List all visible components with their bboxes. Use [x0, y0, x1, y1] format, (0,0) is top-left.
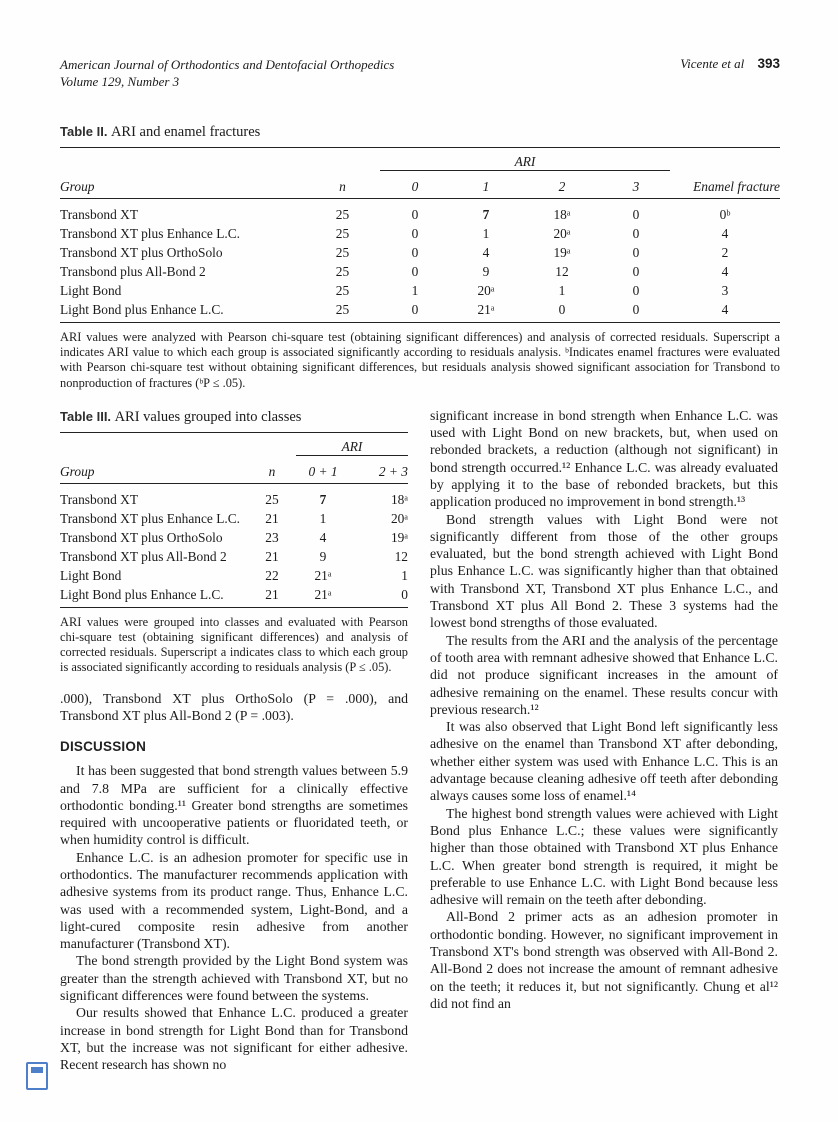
table-cell: 21 [265, 586, 279, 602]
table-2-caption: ARI and enamel fractures [110, 124, 261, 140]
table-cell: Light Bond plus Enhance L.C. [60, 586, 224, 602]
column-header: Group [60, 455, 248, 483]
table-cell: 21 [265, 510, 279, 526]
table-cell: 22 [265, 567, 279, 583]
column-header: n [305, 171, 380, 199]
table-cell: 25 [335, 226, 350, 241]
table-cell: 25 [335, 245, 350, 260]
table-3-label: Table III. [60, 408, 112, 424]
column-header: 2 [522, 171, 602, 199]
table-row [60, 299, 780, 323]
table-row [60, 242, 780, 261]
table-cell: 4 [482, 245, 490, 260]
authors-citation: Vicente et al [680, 56, 745, 71]
table-row [60, 483, 408, 508]
two-column-body [60, 407, 780, 1074]
column-header: 2 + 3 [350, 455, 408, 483]
table-cell: 4 [319, 529, 327, 545]
table-cell: 7 [482, 207, 490, 222]
table-cell: Transbond XT [60, 491, 138, 507]
table-cell: Transbond XT plus OrthoSolo [60, 529, 223, 545]
table-cell: 21ᵃ [314, 567, 332, 583]
table-cell: 0 [632, 283, 640, 298]
paragraph-continuation: .000), Transbond XT plus OrthoSolo (P = .000), and Transbond XT plus All-Bond 2 (P = .003). [60, 690, 408, 723]
paragraph-continuation: significant increase in bond strength when Enhance L.C. was used with Light Bond on new brackets, but, when used on rebonded brackets, a reduction (although not significant) in bond strength occurred.¹² Enhance L.C. was already evaluated by applying it to the base of rebonded brackets, but this application produced no improvement in bond strength.¹³ [430, 407, 778, 510]
table-cell: 0 [558, 302, 566, 317]
table-cell: 25 [265, 491, 279, 507]
table-2-footnote: ARI values were analyzed with Pearson chi-square test (obtaining significant differences) and analysis of corrected residuals. Superscript a indicates ARI value to which each group is associated significantly according to residuals analysis. ᵇIndicates enamel fractures were evaluated with Pearson chi-square test without obtaining significant differences, but residuals analysis showed significant association for Transbond to nonproduction of fractures (ᵇP ≤ .05). [60, 330, 780, 390]
table-cell: 1 [319, 510, 327, 526]
table-2-label: Table II. [60, 124, 108, 139]
table-cell: 0 [632, 245, 640, 260]
column-header: 1 [450, 171, 522, 199]
table-3-footnote: ARI values were grouped into classes and evaluated with Pearson chi-square test (obtaining significant differences) and analysis of corrected residuals. Superscript a indicates class to which each group is associated significantly according to residuals analysis (P ≤ .05). [60, 614, 408, 675]
table-cell: 0 [401, 586, 408, 602]
column-header: Group [60, 171, 305, 199]
paragraph: All-Bond 2 primer acts as an adhesion promoter in orthodontic bonding. However, no significant improvement in Transbond XT's bond strength was observed with All-Bond 2. All-Bond 2 does not increase the amount of remnant adhesive on the teeth; it reduces it, but not significantly. Chung et al¹² did not find an [430, 909, 778, 1011]
table-cell: 0 [632, 302, 640, 317]
paragraph: Bond strength values with Light Bond were not significantly different from those of the other groups evaluated, but the bond strength achieved with Light Bond plus Enhance L.C. was significantly higher than that obtained with Transbond XT, Transbond XT plus Enhance L.C., and Transbond XT plus All Bond 2. These 3 systems had the lowest bond strengths of those evaluated. [430, 511, 778, 631]
table-row [60, 584, 408, 608]
table-row [60, 280, 780, 299]
table-cell: 25 [335, 207, 350, 222]
table-cell: Transbond XT plus OrthoSolo [60, 245, 223, 260]
table-cell: 18ᵃ [390, 491, 408, 507]
table-cell: 4 [721, 302, 729, 317]
table-2-title [60, 124, 780, 141]
table-row [60, 527, 408, 546]
table-cell: 0 [411, 226, 419, 241]
table-cell: Transbond XT plus Enhance L.C. [60, 510, 241, 526]
table-row [60, 199, 780, 224]
table-cell: 20ᵃ [390, 510, 408, 526]
table-3-section [60, 409, 408, 676]
paragraph: The bond strength provided by the Light Bond system was greater than the strength achieved with Transbond XT, but no significant differences were found between the systems. [60, 953, 408, 1004]
table-cell: 7 [319, 491, 327, 507]
table-cell: 1 [411, 283, 419, 298]
ari-classes-table [60, 432, 408, 608]
ari-enamel-fractures-table [60, 147, 780, 323]
table-3-title [60, 409, 408, 426]
table-cell: 0 [632, 226, 640, 241]
left-column [60, 407, 408, 1074]
table-row [60, 223, 780, 242]
table-cell: Transbond plus All-Bond 2 [60, 264, 206, 279]
table-row [60, 565, 408, 584]
table-cell: 20ᵃ [477, 283, 495, 298]
running-head [60, 56, 780, 90]
right-column [430, 407, 778, 1074]
column-header: n [248, 455, 296, 483]
table-cell: 3 [721, 283, 729, 298]
table-cell: 0 [632, 207, 640, 222]
page-number: 393 [757, 56, 780, 71]
table-cell: 12 [394, 548, 408, 564]
table-cell: 21 [265, 548, 279, 564]
table-cell: 21ᵃ [314, 586, 332, 602]
table-cell: 25 [335, 264, 350, 279]
table-cell: 20ᵃ [553, 226, 571, 241]
journal-identifier [60, 56, 394, 90]
table-cell: 25 [335, 302, 350, 317]
table-cell: Light Bond [60, 283, 122, 298]
table-cell: 0 [411, 302, 419, 317]
table-cell: 18ᵃ [553, 207, 571, 222]
paragraph: Enhance L.C. is an adhesion promoter for specific use in orthodontics. The manufacturer recommends application with adhesive systems from its product range. Thus, Enhance L.C. was used with a recommended system, Light-Bond, and a light-cured composite resin adhesive from another manufacturer (Transbond XT). [60, 849, 408, 952]
table-cell: 1 [482, 226, 490, 241]
table-cell: Light Bond [60, 567, 122, 583]
discussion-heading: DISCUSSION [60, 739, 147, 755]
ari-spanner-label: ARI [380, 148, 670, 171]
table-cell: 25 [335, 283, 350, 298]
journal-title: American Journal of Orthodontics and Dentofacial Orthopedics [60, 57, 395, 72]
paragraph: The highest bond strength values were achieved with Light Bond plus Enhance L.C.; these values were significantly higher than those obtained with Transbond XT plus Enhance L.C. When greater bond strength is required, it might be preferable to use Enhance L.C. with Light Bond because less adhesive will remain on the teeth after debonding. [430, 805, 778, 908]
journal-issue: Volume 129, Number 3 [60, 74, 180, 89]
table-3-caption: ARI values grouped into classes [114, 408, 302, 425]
table-cell: 2 [721, 245, 729, 260]
running-head-right [680, 56, 780, 72]
table-row [60, 546, 408, 565]
table-row [60, 508, 408, 527]
column-header: 0 [380, 171, 450, 199]
table-cell: 4 [721, 226, 729, 241]
table-cell: 1 [558, 283, 566, 298]
column-header: Enamel fracture [670, 171, 780, 199]
table-cell: Transbond XT plus All-Bond 2 [60, 548, 227, 564]
table-2-section [60, 124, 780, 391]
table-cell: 12 [555, 264, 569, 279]
table-cell: Transbond XT [60, 207, 138, 222]
table-cell: 0 [411, 207, 419, 222]
table-cell: 9 [482, 264, 490, 279]
column-header: 3 [602, 171, 670, 199]
paragraph: The results from the ARI and the analysis of the percentage of tooth area with remnant adhesive showed that Enhance L.C. did not produce significant increases in the amount of adhesive remaining on the enamel. These results concur with previous research.¹² [430, 632, 778, 717]
table-cell: 0 [411, 245, 419, 260]
table-cell: Light Bond plus Enhance L.C. [60, 302, 224, 317]
table-cell: 4 [721, 264, 729, 279]
table-cell: 9 [319, 548, 327, 564]
paragraph: It was also observed that Light Bond left significantly less adhesive on the enamel than Transbond XT after debonding, whether either system was used with Enhance L.C. This is an advantage because cleaning adhesive off teeth after debonding always causes some loss of enamel.¹⁴ [430, 719, 778, 804]
table-cell: 21ᵃ [477, 302, 495, 317]
table-cell: 1 [401, 567, 408, 583]
table-cell: 19ᵃ [553, 245, 571, 260]
table-cell: 23 [265, 529, 279, 545]
table-cell: Transbond XT plus Enhance L.C. [60, 226, 241, 241]
blue-corner-mark [26, 1062, 48, 1090]
paragraph: It has been suggested that bond strength values between 5.9 and 7.8 MPa are sufficient for a clinically effective orthodontic bonding.¹¹ Greater bond strengths are sometimes required with uncooperative patients or fluoridated teeth, or when humidity control is difficult. [60, 763, 408, 848]
ari-spanner-label: ARI [296, 432, 408, 455]
table-cell: 0ᵇ [719, 207, 731, 222]
column-header: 0 + 1 [296, 455, 350, 483]
paragraph: Our results showed that Enhance L.C. produced a greater increase in bond strength for Light Bond than for Transbond XT, but the increase was not significant for either adhesive. Recent research has shown no [60, 1005, 408, 1073]
table-cell: 0 [632, 264, 640, 279]
table-cell: 19ᵃ [390, 529, 408, 545]
table-row [60, 261, 780, 280]
table-cell: 0 [411, 264, 419, 279]
